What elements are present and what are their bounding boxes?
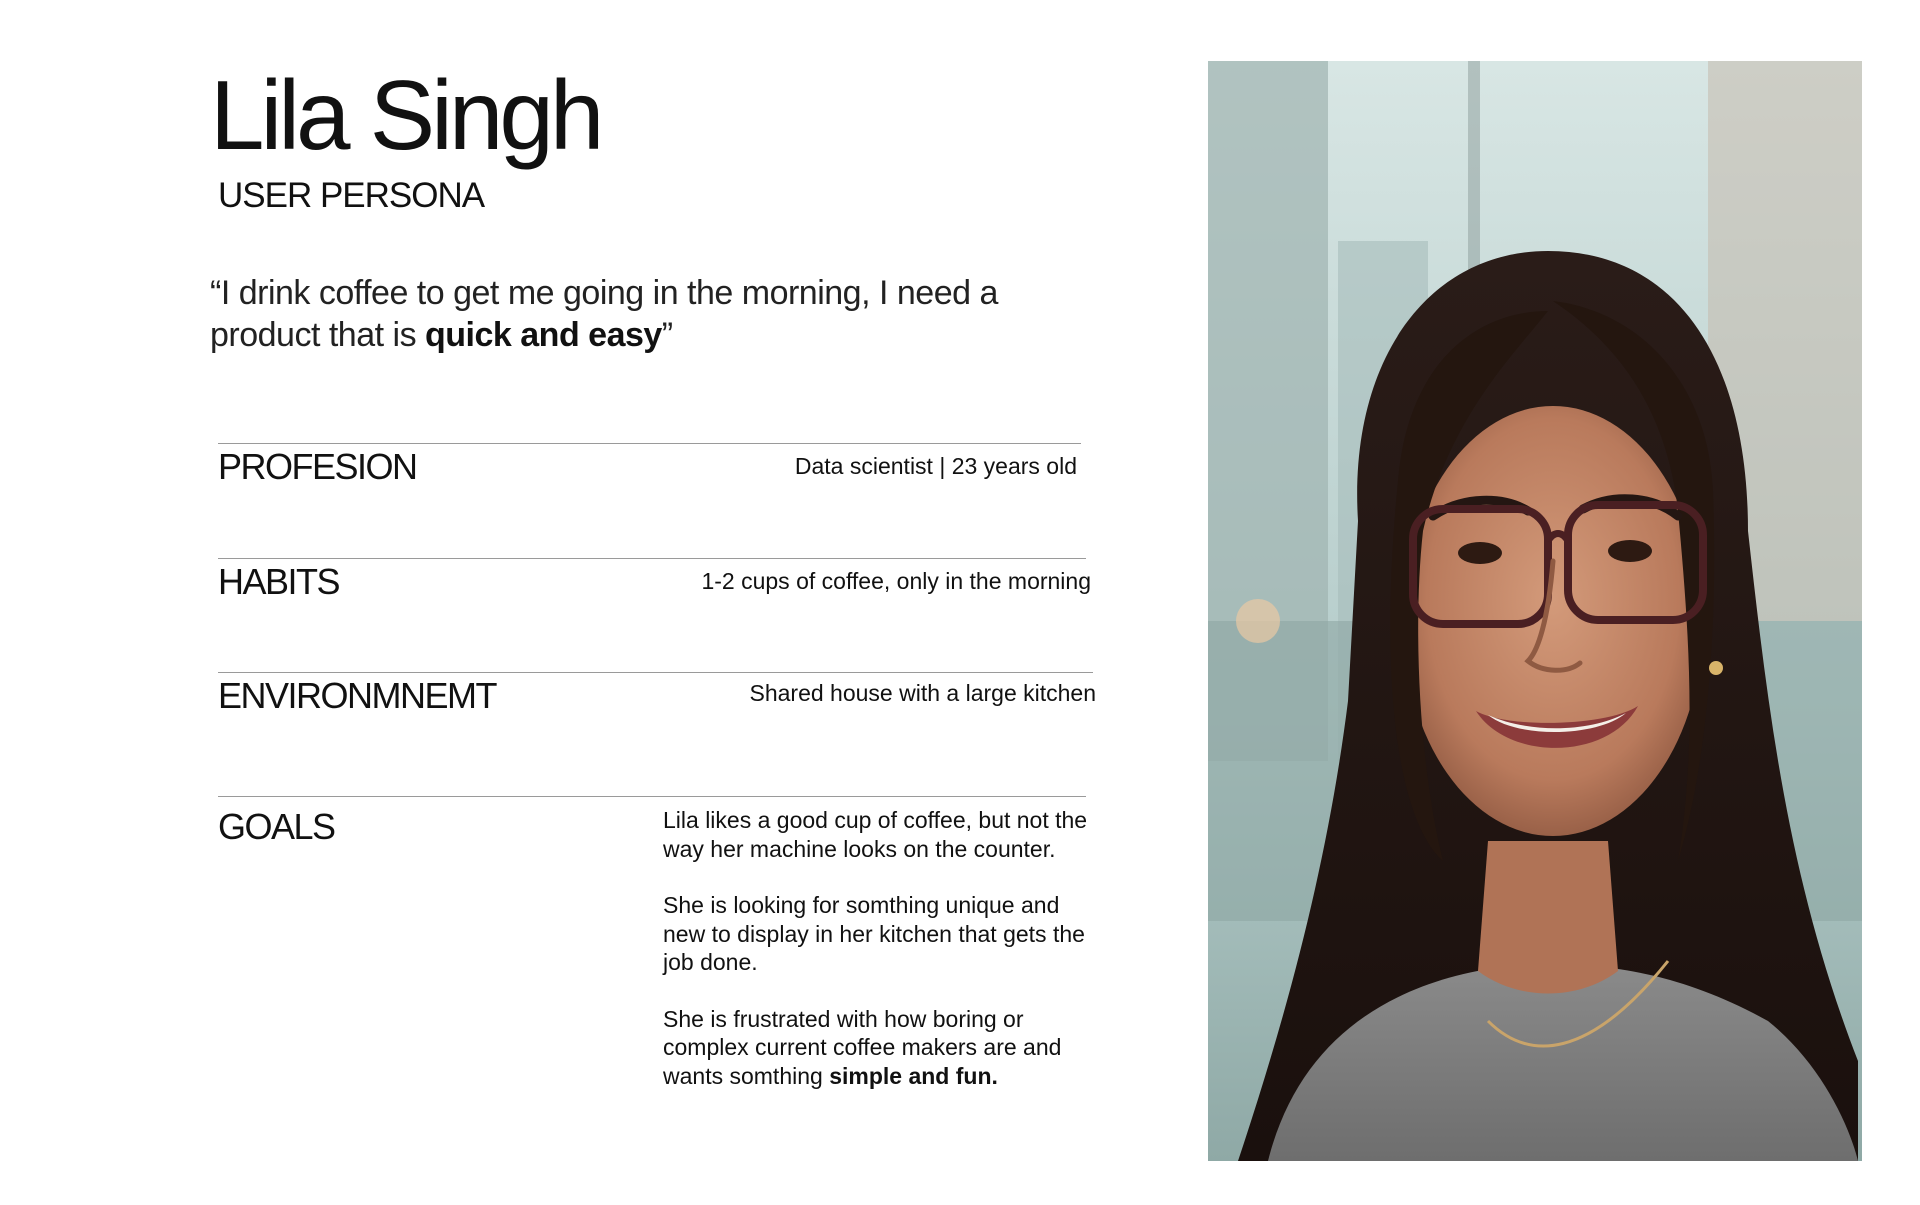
divider-profession	[218, 443, 1081, 444]
divider-habits	[218, 558, 1086, 559]
persona-name: Lila Singh	[210, 60, 601, 170]
portrait-illustration	[1208, 61, 1862, 1161]
environment-label: ENVIRONMNEMT	[218, 675, 496, 716]
profession-label: PROFESION	[218, 446, 417, 487]
divider-goals	[218, 796, 1086, 797]
persona-subtitle: USER PERSONA	[218, 176, 485, 215]
divider-environment	[218, 672, 1093, 673]
neck	[1478, 841, 1618, 994]
earring	[1709, 661, 1723, 675]
goals-text	[663, 806, 1103, 1118]
persona-quote	[210, 272, 1060, 356]
habits-value: 1-2 cups of coffee, only in the morning	[701, 568, 1091, 594]
profession-value: Data scientist | 23 years old	[794, 453, 1077, 479]
quote-text: “I drink coffee to get me going in the morning, I need a product that is	[210, 274, 998, 354]
goals-paragraph: Lila likes a good cup of coffee, but not the way her machine looks on the counter.	[663, 807, 1088, 862]
environment-value: Shared house with a large kitchen	[749, 680, 1096, 706]
eye-right	[1608, 540, 1652, 562]
habits-label: HABITS	[218, 561, 340, 602]
persona-photo	[1208, 61, 1862, 1161]
eye-left	[1458, 542, 1502, 564]
goals-paragraph-text: She is frustrated with how boring or complex current coffee makers are and wants somthing	[663, 1005, 1062, 1089]
goals-label: GOALS	[218, 806, 335, 847]
bokeh-light	[1236, 599, 1280, 643]
goals-emphasis: simple and fun.	[829, 1062, 998, 1089]
goals-paragraph: She is looking for somthing unique and new to display in her kitchen that gets the job done.	[663, 892, 1085, 975]
quote-close: ”	[661, 316, 673, 354]
quote-emphasis: quick and easy	[425, 316, 662, 354]
goals-paragraph	[663, 1005, 1103, 1091]
